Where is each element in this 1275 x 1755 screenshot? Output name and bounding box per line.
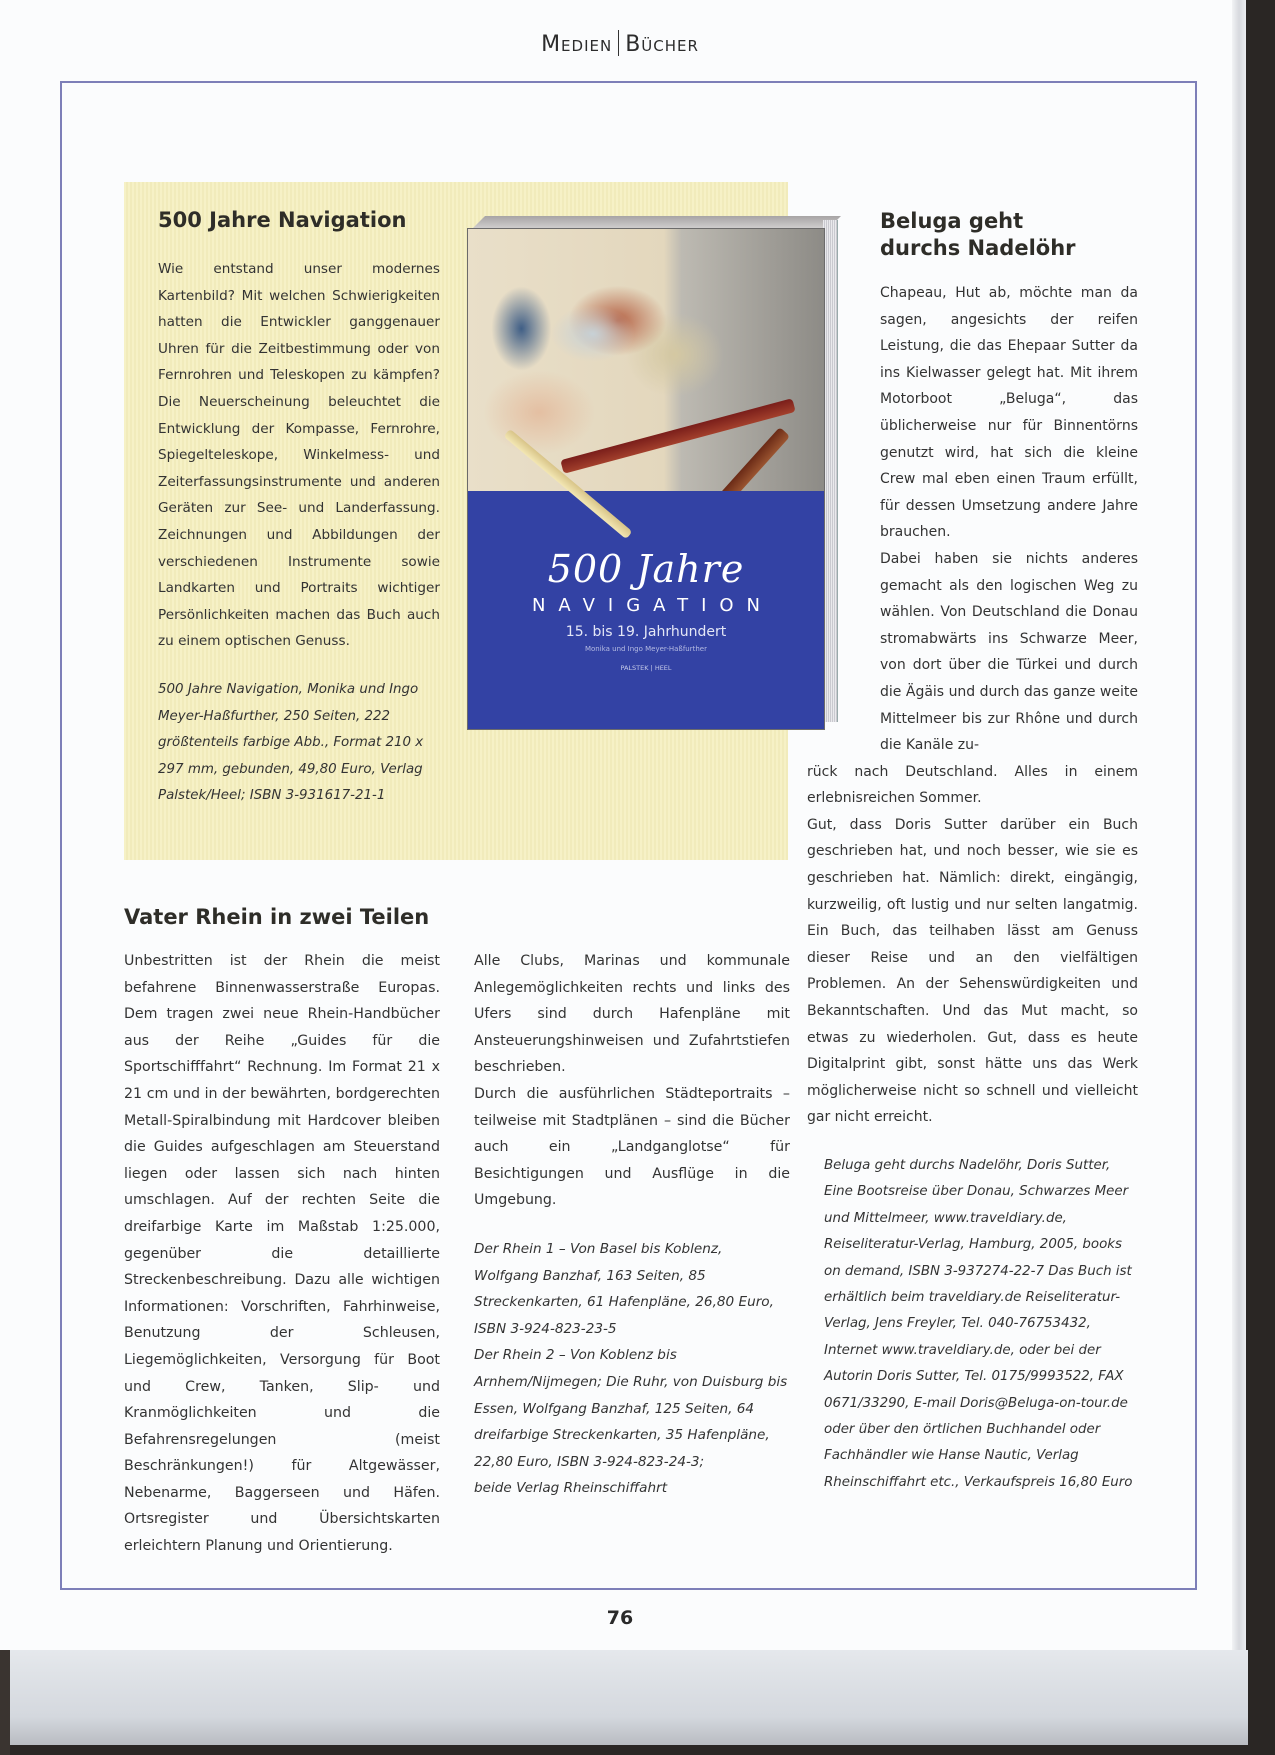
book-info-entry: Der Rhein 1 – Von Basel bis Koblenz, Wolfgang Banzhaf, 163 Seiten, 85 Streckenkarten, 61 Hafenpläne, 26,80 Euro, ISBN 3-924-823-23-5: [474, 1240, 774, 1337]
article-title-rhein: Vater Rhein in zwei Teilen: [124, 905, 430, 929]
article-rhein-column-2: [474, 948, 790, 1502]
article-body: Wie entstand unser modernes Kartenbild? Mit welchen Schwierigkeiten hatten die Entwickler ganggenauer Uhren für die Zeitbestimmung oder von Fernrohren und Teleskopen zu kämpfen? Die Neuerscheinung beleuchtet die Entwicklung der Kompasse, Fernrohre, Spiegelteleskope, Winkelmess- und Zeiterfassungsinstrumente und anderen Geräten zur See- und Landerfassung. Zeichnungen und Abbildungen der verschiedenen Instrumente sowie Landkarten und Portraits wichtiger Persönlichkeiten machen das Buch auch zu einem optischen Genuss.: [158, 261, 440, 650]
subsection-label: Bücher: [625, 32, 699, 57]
title-line-1: Beluga geht: [880, 209, 1024, 233]
book-cover-image: [467, 216, 837, 728]
article-navigation: [158, 206, 440, 810]
scanner-background: [0, 1650, 1248, 1745]
scanner-edge: [0, 1650, 10, 1755]
article-beluga-continued: [807, 759, 1138, 1131]
title-line-2: durchs Nadelöhr: [880, 236, 1076, 260]
article-paragraph: Chapeau, Hut ab, möchte man da sagen, angesichts der reifen Leistung, die das Ehepaar Sutter da ins Kielwasser gelegt hat. Mit ihrem Motorboot „Beluga“, das üblicherweise nur für Binnentörns genutzt wird, hat sich die kleine Crew mal eben einen Traum erfüllt, für dessen Umsetzung andere Jahre brauchen.: [880, 285, 1138, 541]
cover-authors: Monika und Ingo Meyer-Haßfurther: [584, 645, 707, 653]
page-edge-shadow: [1232, 0, 1246, 1660]
book-info: Beluga geht durchs Nadelöhr, Doris Sutter, Eine Bootsreise über Donau, Schwarzes Meer und Mittelmeer, www.traveldiary.de, Reiseliteratur-Verlag, Hamburg, 2005, books on demand, ISBN 3-937274-22-7 Das Buch ist erhältlich beim traveldiary.de Reiseliteratur-Verlag, Jens Freyler, Tel. 040-76753432, Internet www.traveldiary.de, oder bei der Autorin Doris Sutter, Tel. 0175/9993522, FAX 0671/33290, E-mail Doris@Beluga-on-tour.de oder über den örtlichen Buchhandel oder Fachhändler wie Hanse Nautic, Verlag Rheinschiffahrt etc., Verkaufspreis 16,80 Euro: [824, 1158, 1133, 1490]
article-paragraph: rück nach Deutschland. Alles in einem erlebnisreichen Sommer.: [807, 763, 1138, 807]
book-info: 500 Jahre Navigation, Monika und Ingo Meyer-Haßfurther, 250 Seiten, 222 größtenteils farbige Abb., Format 210 x 297 mm, gebunden, 49,80 Euro, Verlag Palstek/Heel; ISBN 3-931617-21-1: [158, 681, 424, 804]
article-rhein-column-1: [124, 948, 440, 1560]
cover-title-caps: NAVIGATION: [531, 595, 774, 616]
cover-text: [468, 547, 824, 673]
book-top-edge: [473, 216, 841, 228]
article-title: [880, 208, 1138, 262]
section-label: Medien: [541, 32, 613, 57]
book-info-beluga: [824, 1153, 1138, 1496]
article-paragraph: Alle Clubs, Marinas und kommunale Anlegemöglichkeiten rechts und links des Ufers sind durch Hafenpläne mit Ansteuerungshinweisen und Zufahrtstiefen beschrieben.: [474, 953, 790, 1076]
book-page-edge: [823, 220, 838, 722]
cover-subtitle: 15. bis 19. Jahrhundert: [565, 624, 727, 640]
article-title: 500 Jahre Navigation: [158, 208, 407, 232]
article-paragraph: Gut, dass Doris Sutter darüber ein Buch geschrieben hat, und noch besser, wie sie es geschrieben hat. Nämlich: direkt, eingängig, kurzweilig, oft lustig und nur selten langatmig. Ein Buch, das teilhaben lässt am Genuss dieser Reise und an den vielfältigen Problemen. An der Sehenswürdigkeiten und Bekanntschaften. Und das Mut macht, so etwas zu wiederholen. Gut, dass es heute Digitalprint gibt, sonst hätte uns das Werk möglicherweise nicht so schnell und vielleicht gar nicht erreicht.: [807, 816, 1138, 1126]
cover-publisher: PALSTEK | HEEL: [620, 664, 672, 672]
cover-front: [467, 228, 825, 730]
article-paragraph: Dabei haben sie nichts anderes gemacht als den logischen Weg zu wählen. Von Deutschland die Donau stromabwärts ins Schwarze Meer, von dort über die Türkei und durch die Ägäis und durch das ganze weite Mittelmeer bis zur Rhône und durch die Kanäle zu-: [880, 550, 1138, 754]
book-info-entry: beide Verlag Rheinschiffahrt: [474, 1480, 668, 1497]
header-divider: [618, 30, 619, 56]
article-beluga: [807, 208, 1138, 1496]
page-number: 76: [606, 1607, 634, 1629]
section-header: [0, 30, 1240, 57]
book-info-entry: Der Rhein 2 – Von Koblenz bis Arnhem/Nijmegen; Die Ruhr, von Duisburg bis Essen, Wolfgang Banzhaf, 125 Seiten, 64 dreifarbige Streckenkarten, 35 Hafenpläne, 22,80 Euro, ISBN 3-924-823-24-3;: [474, 1347, 788, 1470]
article-paragraph: Durch die ausführlichen Städteportraits – teilweise mit Stadtplänen – sind die Bücher auch ein „Landganglotse“ für Besichtigungen und Ausflüge in die Umgebung.: [474, 1085, 790, 1209]
article-paragraph: Unbestritten ist der Rhein die meist befahrene Binnenwasserstraße Europas. Dem tragen zwei neue Rhein-Handbücher aus der Reihe „Guides für die Sportschifffahrt“ Rechnung. Im Format 21 x 21 cm und in der bewährten, bordgerechten Metall-Spiralbindung mit Hardcover bleiben die Guides aufgeschlagen am Steuerstand liegen oder lassen sich nach hinten umschlagen. Auf der rechten Seite die dreifarbige Karte im Maßstab 1:25.000, gegenüber die detaillierte Streckenbeschreibung. Dazu alle wichtigen Informationen: Vorschriften, Fahrhinweise, Benutzung der Schleusen, Liegemöglichkeiten, Versorgung für Boot und Crew, Tanken, Slip- und Kranmöglichkeiten und die Befahrensregelungen (meist Beschränkungen!) für Altgewässer, Nebenarme, Baggerseen und Häfen. Ortsregister und Übersichtskarten erleichtern Planung und Orientierung.: [124, 953, 440, 1555]
cover-title-script: 500 Jahre: [547, 547, 745, 591]
book-info-rhein: [474, 1236, 790, 1502]
